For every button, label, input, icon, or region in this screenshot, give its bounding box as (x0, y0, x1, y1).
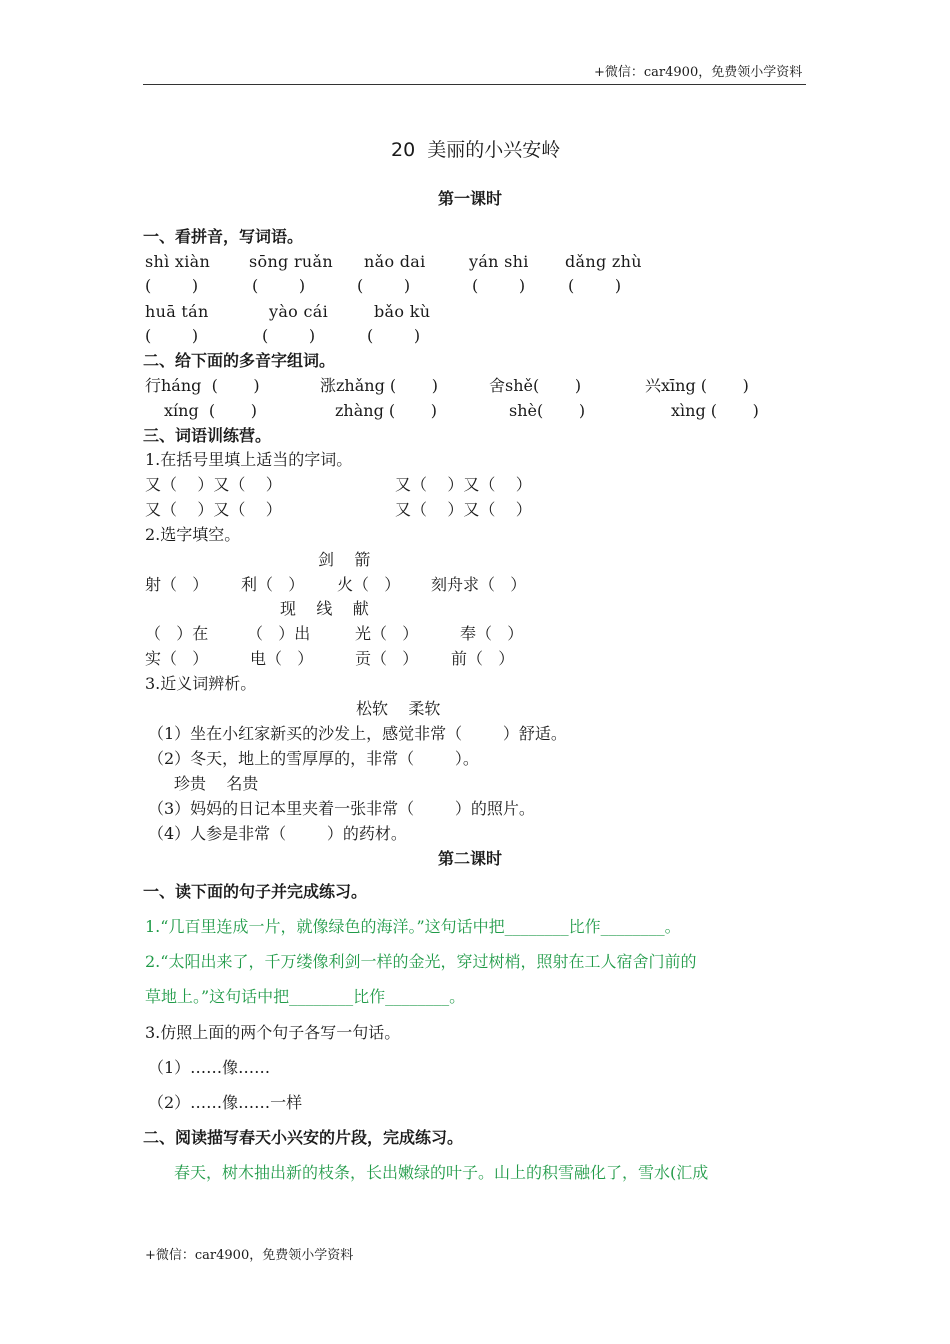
sentence-blank[interactable]: （1）坐在小红家新买的沙发上，感觉非常（ ）舒适。 (148, 724, 567, 743)
header-text: +微信：car4900，免费领小学资料 (594, 65, 803, 80)
imitation-item[interactable]: （1）……像…… (148, 1058, 271, 1077)
polyphone-item[interactable]: 行háng ( ) (145, 376, 260, 395)
fill-item[interactable]: 贡（ ） (355, 649, 419, 668)
pinyin-item: sōng ruǎn (249, 252, 333, 271)
footer-text: +微信：car4900，免费领小学资料 (145, 1248, 354, 1263)
fill-item[interactable]: 射（ ） (145, 575, 209, 594)
polyphone-item[interactable]: 涨zhǎng ( ) (320, 376, 438, 395)
pinyin-item: yán shi (469, 252, 529, 271)
fill-item[interactable]: （ ）在 (145, 624, 209, 643)
page-title: 20 美丽的小兴安岭 (391, 139, 561, 161)
option-words: 珍贵 名贵 (174, 774, 259, 793)
fill-item[interactable]: 又（ ）又（ ） (145, 500, 282, 519)
lesson1-section1-heading: 一、看拼音，写词语。 (143, 227, 304, 246)
option-words: 现 线 献 (280, 599, 369, 618)
polyphone-item[interactable]: shè( ) (509, 401, 586, 420)
lesson2-section1-heading: 一、读下面的句子并完成练习。 (143, 882, 368, 901)
pinyin-item: yào cái (269, 302, 329, 321)
fill-item[interactable]: 又（ ）又（ ） (145, 475, 282, 494)
lesson1-section3-heading: 三、词语训练营。 (143, 426, 272, 445)
answer-blank[interactable]: ( ) (145, 276, 199, 295)
answer-blank[interactable]: ( ) (472, 276, 526, 295)
answer-blank[interactable]: ( ) (145, 326, 199, 345)
fill-item[interactable]: 实（ ） (145, 649, 209, 668)
exercise-sentence[interactable]: 草地上。”这句话中把________比作________。 (145, 987, 466, 1006)
exercise-sentence: 2.“太阳出来了，千万缕像利剑一样的金光，穿过树梢，照射在工人宿舍门前的 (145, 952, 697, 971)
fill-item[interactable]: 又（ ）又（ ） (395, 475, 532, 494)
fill-item[interactable]: 光（ ） (355, 624, 419, 643)
header-divider (143, 84, 806, 85)
exercise-sentence[interactable]: 1.“几百里连成一片，就像绿色的海洋。”这句话中把________比作________。 (145, 917, 681, 936)
option-words: 松软 柔软 (356, 699, 441, 718)
polyphone-item[interactable]: 舍shě( ) (489, 376, 582, 395)
pinyin-item: bǎo kù (374, 302, 431, 321)
sentence-blank[interactable]: （2）冬天，地上的雪厚厚的，非常（ ）。 (148, 749, 479, 768)
q3-prompt: 3.近义词辨析。 (145, 674, 257, 693)
polyphone-item[interactable]: xìng ( ) (671, 401, 759, 420)
sentence-blank[interactable]: （3）妈妈的日记本里夹着一张非常（ ）的照片。 (148, 799, 535, 818)
fill-item[interactable]: 又（ ）又（ ） (395, 500, 532, 519)
answer-blank[interactable]: ( ) (367, 326, 421, 345)
answer-blank[interactable]: ( ) (357, 276, 411, 295)
q1-prompt: 1.在括号里填上适当的字词。 (145, 450, 353, 469)
fill-item[interactable]: 火（ ） (337, 575, 401, 594)
fill-item[interactable]: （ ）出 (247, 624, 311, 643)
lesson2-heading: 第二课时 (438, 849, 503, 868)
fill-item[interactable]: 奉（ ） (460, 624, 524, 643)
sentence-blank[interactable]: （4）人参是非常（ ）的药材。 (148, 824, 407, 843)
pinyin-item: dǎng zhù (565, 252, 642, 271)
answer-blank[interactable]: ( ) (262, 326, 316, 345)
polyphone-item[interactable]: 兴xīng ( ) (645, 376, 749, 395)
polyphone-item[interactable]: zhàng ( ) (335, 401, 437, 420)
answer-blank[interactable]: ( ) (252, 276, 306, 295)
lesson2-section2-heading: 二、阅读描写春天小兴安的片段，完成练习。 (143, 1128, 464, 1147)
fill-item[interactable]: 利（ ） (241, 575, 305, 594)
q3-prompt: 3.仿照上面的两个句子各写一句话。 (145, 1023, 401, 1042)
reading-passage: 春天，树木抽出新的枝条，长出嫩绿的叶子。山上的积雪融化了，雪水(汇成 (174, 1163, 709, 1182)
fill-item[interactable]: 电（ ） (250, 649, 314, 668)
fill-item[interactable]: 刻舟求（ ） (431, 575, 527, 594)
q2-prompt: 2.选字填空。 (145, 525, 241, 544)
polyphone-item[interactable]: xíng ( ) (164, 401, 257, 420)
pinyin-item: shì xiàn (145, 252, 211, 271)
fill-item[interactable]: 前（ ） (451, 649, 515, 668)
lesson1-heading: 第一课时 (438, 189, 503, 208)
lesson1-section2-heading: 二、给下面的多音字组词。 (143, 351, 336, 370)
option-words: 剑 箭 (318, 550, 371, 569)
pinyin-item: huā tán (145, 302, 209, 321)
imitation-item[interactable]: （2）……像……一样 (148, 1093, 303, 1112)
pinyin-item: nǎo dai (364, 252, 426, 271)
answer-blank[interactable]: ( ) (568, 276, 622, 295)
